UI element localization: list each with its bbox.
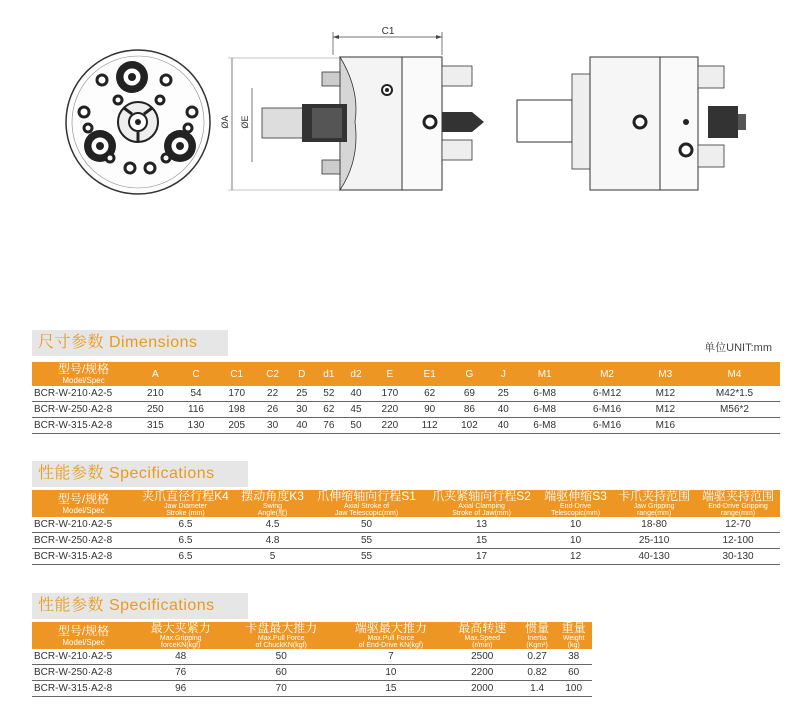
value-cell: 100 [555,681,592,697]
column-header-en: Angle(度) [257,510,288,517]
value-cell: M16 [642,418,689,434]
column-header-en: of ChuckKN(kgf) [255,642,307,649]
column-header-en: of End-Drive KN(kgf) [358,642,424,649]
value-cell: 17 [424,549,539,565]
value-cell: 6-M12 [572,386,641,402]
value-cell: 50 [226,649,336,665]
value-cell: 6-M8 [517,386,573,402]
value-cell: 62 [315,402,342,418]
column-header-en: Max.Pull Force [257,635,305,642]
column-header: M4 [689,362,780,386]
column-header [519,622,556,649]
value-cell: 40 [342,386,369,402]
column-header [226,622,336,649]
value-cell: 40 [490,402,517,418]
value-cell: M42*1.5 [689,386,780,402]
column-header [236,490,309,517]
value-cell: 96 [135,681,226,697]
column-header: D [288,362,315,386]
value-cell: 90 [410,402,449,418]
column-header-en: End-Drive Gripping [708,503,768,510]
value-cell: 25 [288,386,315,402]
value-cell [689,418,780,434]
front-view-drawing [66,50,210,194]
value-cell: 55 [309,533,424,549]
column-header-en: Max.Speed [464,635,500,642]
dimensions-section-title: 尺寸参数 Dimensions [32,330,228,356]
specifications-section-title-1: 性能参数 Specifications [32,461,248,487]
phi-a-label: ØA [220,115,230,129]
value-cell: 2200 [446,665,519,681]
column-header [612,490,696,517]
value-cell: 15 [336,681,446,697]
column-header-cn: 卡爪夹持范围 [618,489,691,503]
value-cell: 40 [288,418,315,434]
column-header: M1 [517,362,573,386]
value-cell: 210 [135,386,176,402]
value-cell: 70 [226,681,336,697]
column-header [424,490,539,517]
model-cell: BCR-W-210·A2-5 [32,517,135,533]
value-cell: 30-130 [696,549,780,565]
specifications-section-title-2: 性能参数 Specifications [32,593,248,619]
value-cell: 76 [135,665,226,681]
column-header-cn: 端驱最大推力 [354,621,427,635]
model-spec-header: 型号/规格 Model/Spec [32,490,135,517]
value-cell: 86 [449,402,490,418]
value-cell: 60 [555,665,592,681]
column-header: C [176,362,217,386]
column-header-en: Jaw Telescopic(mm) [334,510,399,517]
value-cell: 50 [342,418,369,434]
value-cell: 6-M16 [572,402,641,418]
model-cell: BCR-W-315·A2-8 [32,681,135,697]
value-cell: 12-100 [696,533,780,549]
column-header-en: range(mm) [636,510,672,517]
column-header-en: (Kgm²) [526,642,548,649]
value-cell: 220 [370,402,411,418]
table-row [32,665,592,681]
value-cell: 6.5 [135,549,236,565]
column-header-cn: 端驱伸缩S3 [544,489,607,503]
value-cell: 130 [176,418,217,434]
column-header-en: Jaw Gripping [633,503,675,510]
table-row [32,418,780,434]
model-cell: BCR-W-210·A2-5 [32,649,135,665]
value-cell: 1.4 [519,681,556,697]
column-header [336,622,446,649]
column-header-cn: 摆动角度K3 [241,489,304,503]
value-cell: 26 [257,402,288,418]
value-cell: 55 [309,549,424,565]
column-header-en: Axial Stroke of [343,503,390,510]
value-cell: 170 [216,386,257,402]
column-header [696,490,780,517]
column-header-en: Stroke of Jaw(mm) [452,510,511,517]
value-cell: 315 [135,418,176,434]
value-cell: 45 [342,402,369,418]
column-header: E1 [410,362,449,386]
column-header: G [449,362,490,386]
table-row [32,402,780,418]
value-cell: 22 [257,386,288,402]
column-header-cn: 最高转速 [458,621,507,635]
table-row [32,533,780,549]
technical-drawings [0,0,810,210]
column-header [309,490,424,517]
column-header [539,490,612,517]
section-view-drawing [220,26,484,190]
model-cell: BCR-W-250·A2-8 [32,402,135,418]
value-cell: 40 [490,418,517,434]
column-header: d2 [342,362,369,386]
value-cell: 60 [226,665,336,681]
value-cell: 76 [315,418,342,434]
value-cell: 4.5 [236,517,309,533]
unit-label: 单位UNIT:mm [704,342,772,354]
value-cell: 15 [424,533,539,549]
value-cell: 12-70 [696,517,780,533]
value-cell: 250 [135,402,176,418]
value-cell: 116 [176,402,217,418]
column-header-en: Max.Gripping [159,635,202,642]
value-cell: 40-130 [612,549,696,565]
value-cell: 62 [410,386,449,402]
value-cell: 0.82 [519,665,556,681]
value-cell: 10 [539,533,612,549]
outer-view-drawing [517,57,746,190]
column-header [135,490,236,517]
column-header-en: Weight [562,635,585,642]
table-row [32,549,780,565]
value-cell: 10 [336,665,446,681]
column-header-en: Max.Pull Force [367,635,415,642]
value-cell: 18-80 [612,517,696,533]
table-row [32,649,592,665]
column-header: M2 [572,362,641,386]
value-cell: 25 [490,386,517,402]
column-header: d1 [315,362,342,386]
value-cell: 2000 [446,681,519,697]
column-header: J [490,362,517,386]
column-header-en: Swing [263,503,283,510]
column-header-cn: 卡盘最大推力 [245,621,318,635]
column-header-cn: 夹爪直径行程K4 [142,489,229,503]
column-header-en: Telescopic(mm) [551,510,601,517]
specifications-table-2 [32,622,592,697]
column-header-en: End-Drive [560,503,592,510]
column-header-cn: 爪夹紧轴向行程S2 [432,489,531,503]
value-cell: 198 [216,402,257,418]
column-header [555,622,592,649]
value-cell: 2500 [446,649,519,665]
value-cell: 30 [257,418,288,434]
value-cell: 170 [370,386,411,402]
table-row [32,386,780,402]
value-cell: 69 [449,386,490,402]
value-cell: 54 [176,386,217,402]
column-header: M3 [642,362,689,386]
column-header [135,622,226,649]
value-cell: 0.27 [519,649,556,665]
column-header-en: forceKN(kgf) [161,642,201,649]
model-cell: BCR-W-250·A2-8 [32,533,135,549]
value-cell: 50 [309,517,424,533]
value-cell: 112 [410,418,449,434]
column-header: C1 [216,362,257,386]
value-cell: 30 [288,402,315,418]
model-cell: BCR-W-315·A2-8 [32,418,135,434]
value-cell: 6.5 [135,533,236,549]
value-cell: 205 [216,418,257,434]
column-header [446,622,519,649]
table-row [32,681,592,697]
value-cell: 10 [539,517,612,533]
value-cell: M12 [642,402,689,418]
specifications-table-1 [32,490,780,565]
model-spec-header: 型号/规格 Model/Spec [32,622,135,649]
value-cell: M56*2 [689,402,780,418]
value-cell: 13 [424,517,539,533]
model-cell: BCR-W-210·A2-5 [32,386,135,402]
model-cell: BCR-W-250·A2-8 [32,665,135,681]
phi-e-label: ØE [240,115,250,129]
value-cell: 102 [449,418,490,434]
column-header-en: Jaw Diameter [164,503,207,510]
value-cell: 7 [336,649,446,665]
value-cell: 5 [236,549,309,565]
value-cell: 6-M16 [572,418,641,434]
column-header-en: Axial Clamping [458,503,505,510]
value-cell: 25-110 [612,533,696,549]
value-cell: 6-M8 [517,418,573,434]
column-header: E [370,362,411,386]
column-header-en: (kg) [567,642,580,649]
value-cell: 12 [539,549,612,565]
column-header-en: Inertia [527,635,547,642]
column-header: C2 [257,362,288,386]
column-header-en: Stroke (mm) [166,510,205,517]
column-header: A [135,362,176,386]
value-cell: 6.5 [135,517,236,533]
value-cell: M12 [642,386,689,402]
value-cell: 52 [315,386,342,402]
value-cell: 38 [555,649,592,665]
column-header-cn: 端驱夹持范围 [702,489,775,503]
column-header-cn: 最大夹紧力 [150,621,211,635]
column-header-en: range(mm) [720,510,756,517]
model-spec-header: 型号/规格 Model/Spec [32,362,135,386]
value-cell: 4.8 [236,533,309,549]
column-header-cn: 重量 [561,621,586,635]
model-cell: BCR-W-315·A2-8 [32,549,135,565]
column-header-en: (r/min) [472,642,493,649]
table-row [32,517,780,533]
column-header-cn: 惯量 [525,621,550,635]
c1-label: C1 [381,26,395,37]
column-header-cn: 爪伸缩轴向行程S1 [317,489,416,503]
value-cell: 48 [135,649,226,665]
value-cell: 220 [370,418,411,434]
value-cell: 6-M8 [517,402,573,418]
dimensions-table [32,362,780,434]
